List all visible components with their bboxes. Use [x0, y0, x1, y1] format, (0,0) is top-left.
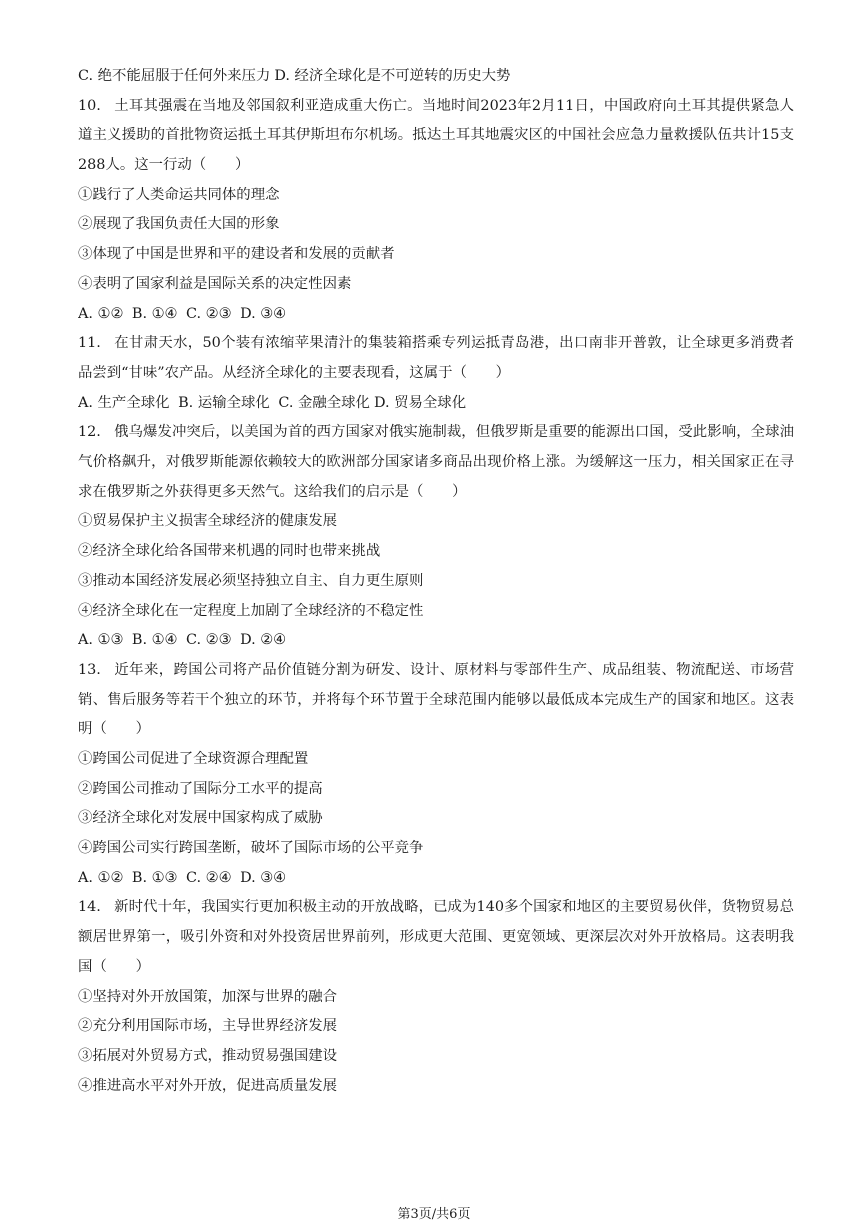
question-number: 10.	[78, 97, 101, 114]
exam-page	[78, 62, 794, 1101]
option-c: C. 绝不能屈服于任何外来压力	[78, 68, 271, 84]
option-a: A. ①②	[78, 869, 124, 886]
statement-item: ②充分利用国际市场，主导世界经济发展	[78, 1018, 338, 1035]
statement-item: ②经济全球化给各国带来机遇的同时也带来挑战	[78, 543, 381, 560]
statement-item: ③经济全球化对发展中国家构成了威胁	[78, 810, 323, 827]
option-b: B. ①④	[131, 305, 178, 322]
page-footer: 第3页/共6页	[397, 1207, 471, 1222]
statement-item: ③拓展对外贸易方式，推动贸易强国建设	[78, 1047, 338, 1064]
option-c: C. ②③	[186, 305, 232, 322]
answer-options	[78, 389, 794, 419]
question-stem	[78, 92, 794, 181]
answer-options	[78, 300, 794, 330]
option-a: A. ①②	[78, 305, 124, 322]
question-stem	[78, 329, 794, 388]
statement-item: ③体现了中国是世界和平的建设者和发展的贡献者	[78, 246, 395, 263]
statement-item: ④表明了国家利益是国际关系的决定性因素	[78, 275, 352, 292]
question-stem	[78, 418, 794, 507]
option-c: C. ②③	[186, 632, 232, 649]
statement-item: ②跨国公司推动了国际分工水平的提高	[78, 780, 323, 797]
question-13	[78, 656, 794, 894]
question-stem	[78, 656, 794, 745]
question-stem-text: 俄乌爆发冲突后，以美国为首的西方国家对俄实施制裁，但俄罗斯是重要的能源出口国，受此影响，全球油气价格飙升，对俄罗斯能源依赖较大的欧洲部分国家诸多商品出现价格上涨。为缓解这一压力，相关国家正在寻求在俄罗斯之外获得更多天然气。这给我们的启示是（ ）	[78, 424, 794, 500]
statement-item: ①践行了人类命运共同体的理念	[78, 186, 280, 203]
statement-item: ①坚持对外开放国策，加深与世界的融合	[78, 988, 338, 1005]
statement-item: ①贸易保护主义损害全球经济的健康发展	[78, 513, 338, 530]
question-number: 14.	[78, 899, 101, 916]
question-10	[78, 92, 794, 330]
option-d: D. 经济全球化是不可逆转的历史大势	[274, 68, 511, 84]
option-a: A. 生产全球化	[78, 394, 170, 411]
question-stem-text: 在甘肃天水，50个装有浓缩苹果清汁的集装箱搭乘专列运抵青岛港，出口南非开普敦，让全球更多消费者品尝到“甘味”农产品。从经济全球化的主要表现看，这属于（ ）	[78, 335, 794, 381]
question-12	[78, 418, 794, 656]
option-c: C. ②④	[186, 869, 232, 886]
question-stem-text: 近年来，跨国公司将产品价值链分割为研发、设计、原材料与零部件生产、成品组装、物流配送、市场营销、售后服务等若干个独立的环节，并将每个环节置于全球范围内能够以最低成本完成生产的国家和地区。这表明（ ）	[78, 661, 794, 738]
question-14	[78, 893, 794, 1101]
option-a: A. ①③	[78, 632, 124, 649]
question-number: 12.	[78, 424, 101, 441]
previous-question-options	[78, 62, 794, 92]
question-stem	[78, 893, 794, 982]
option-d: D. ③④	[240, 869, 287, 886]
answer-options	[78, 626, 794, 656]
option-d: D. 贸易全球化	[373, 394, 467, 411]
option-d: D. ③④	[240, 305, 287, 322]
answer-options	[78, 864, 794, 894]
statement-item: ②展现了我国负责任大国的形象	[78, 216, 280, 233]
question-stem-text: 土耳其强震在当地及邻国叙利亚造成重大伤亡。当地时间2023年2月11日，中国政府向土耳其提供紧急人道主义援助的首批物资运抵土耳其伊斯坦布尔机场。抵达土耳其地震灾区的中国社会应急力量救援队伍共计15支288人。这一行动（ ）	[78, 97, 794, 174]
option-c: C. 金融全球化	[278, 394, 370, 411]
statement-item: ①跨国公司促进了全球资源合理配置	[78, 750, 309, 767]
question-number: 13.	[78, 661, 101, 678]
option-b: B. ①③	[131, 869, 178, 886]
question-stem-text: 新时代十年，我国实行更加积极主动的开放战略，已成为140多个国家和地区的主要贸易伙伴，货物贸易总额居世界第一，吸引外资和对外投资居世界前列，形成更大范围、更宽领域、更深层次对外开放格局。这表明我国（ ）	[78, 899, 794, 975]
statement-item: ④跨国公司实行跨国垄断，破坏了国际市场的公平竞争	[78, 840, 424, 857]
option-b: B. 运输全球化	[178, 394, 270, 411]
question-11	[78, 329, 794, 418]
statement-item: ④经济全球化在一定程度上加剧了全球经济的不稳定性	[78, 602, 424, 619]
statement-item: ③推动本国经济发展必须坚持独立自主、自力更生原则	[78, 572, 424, 589]
option-b: B. ①④	[131, 632, 178, 649]
question-number: 11.	[78, 335, 101, 352]
option-d: D. ②④	[240, 632, 287, 649]
statement-item: ④推进高水平对外开放，促进高质量发展	[78, 1077, 338, 1094]
